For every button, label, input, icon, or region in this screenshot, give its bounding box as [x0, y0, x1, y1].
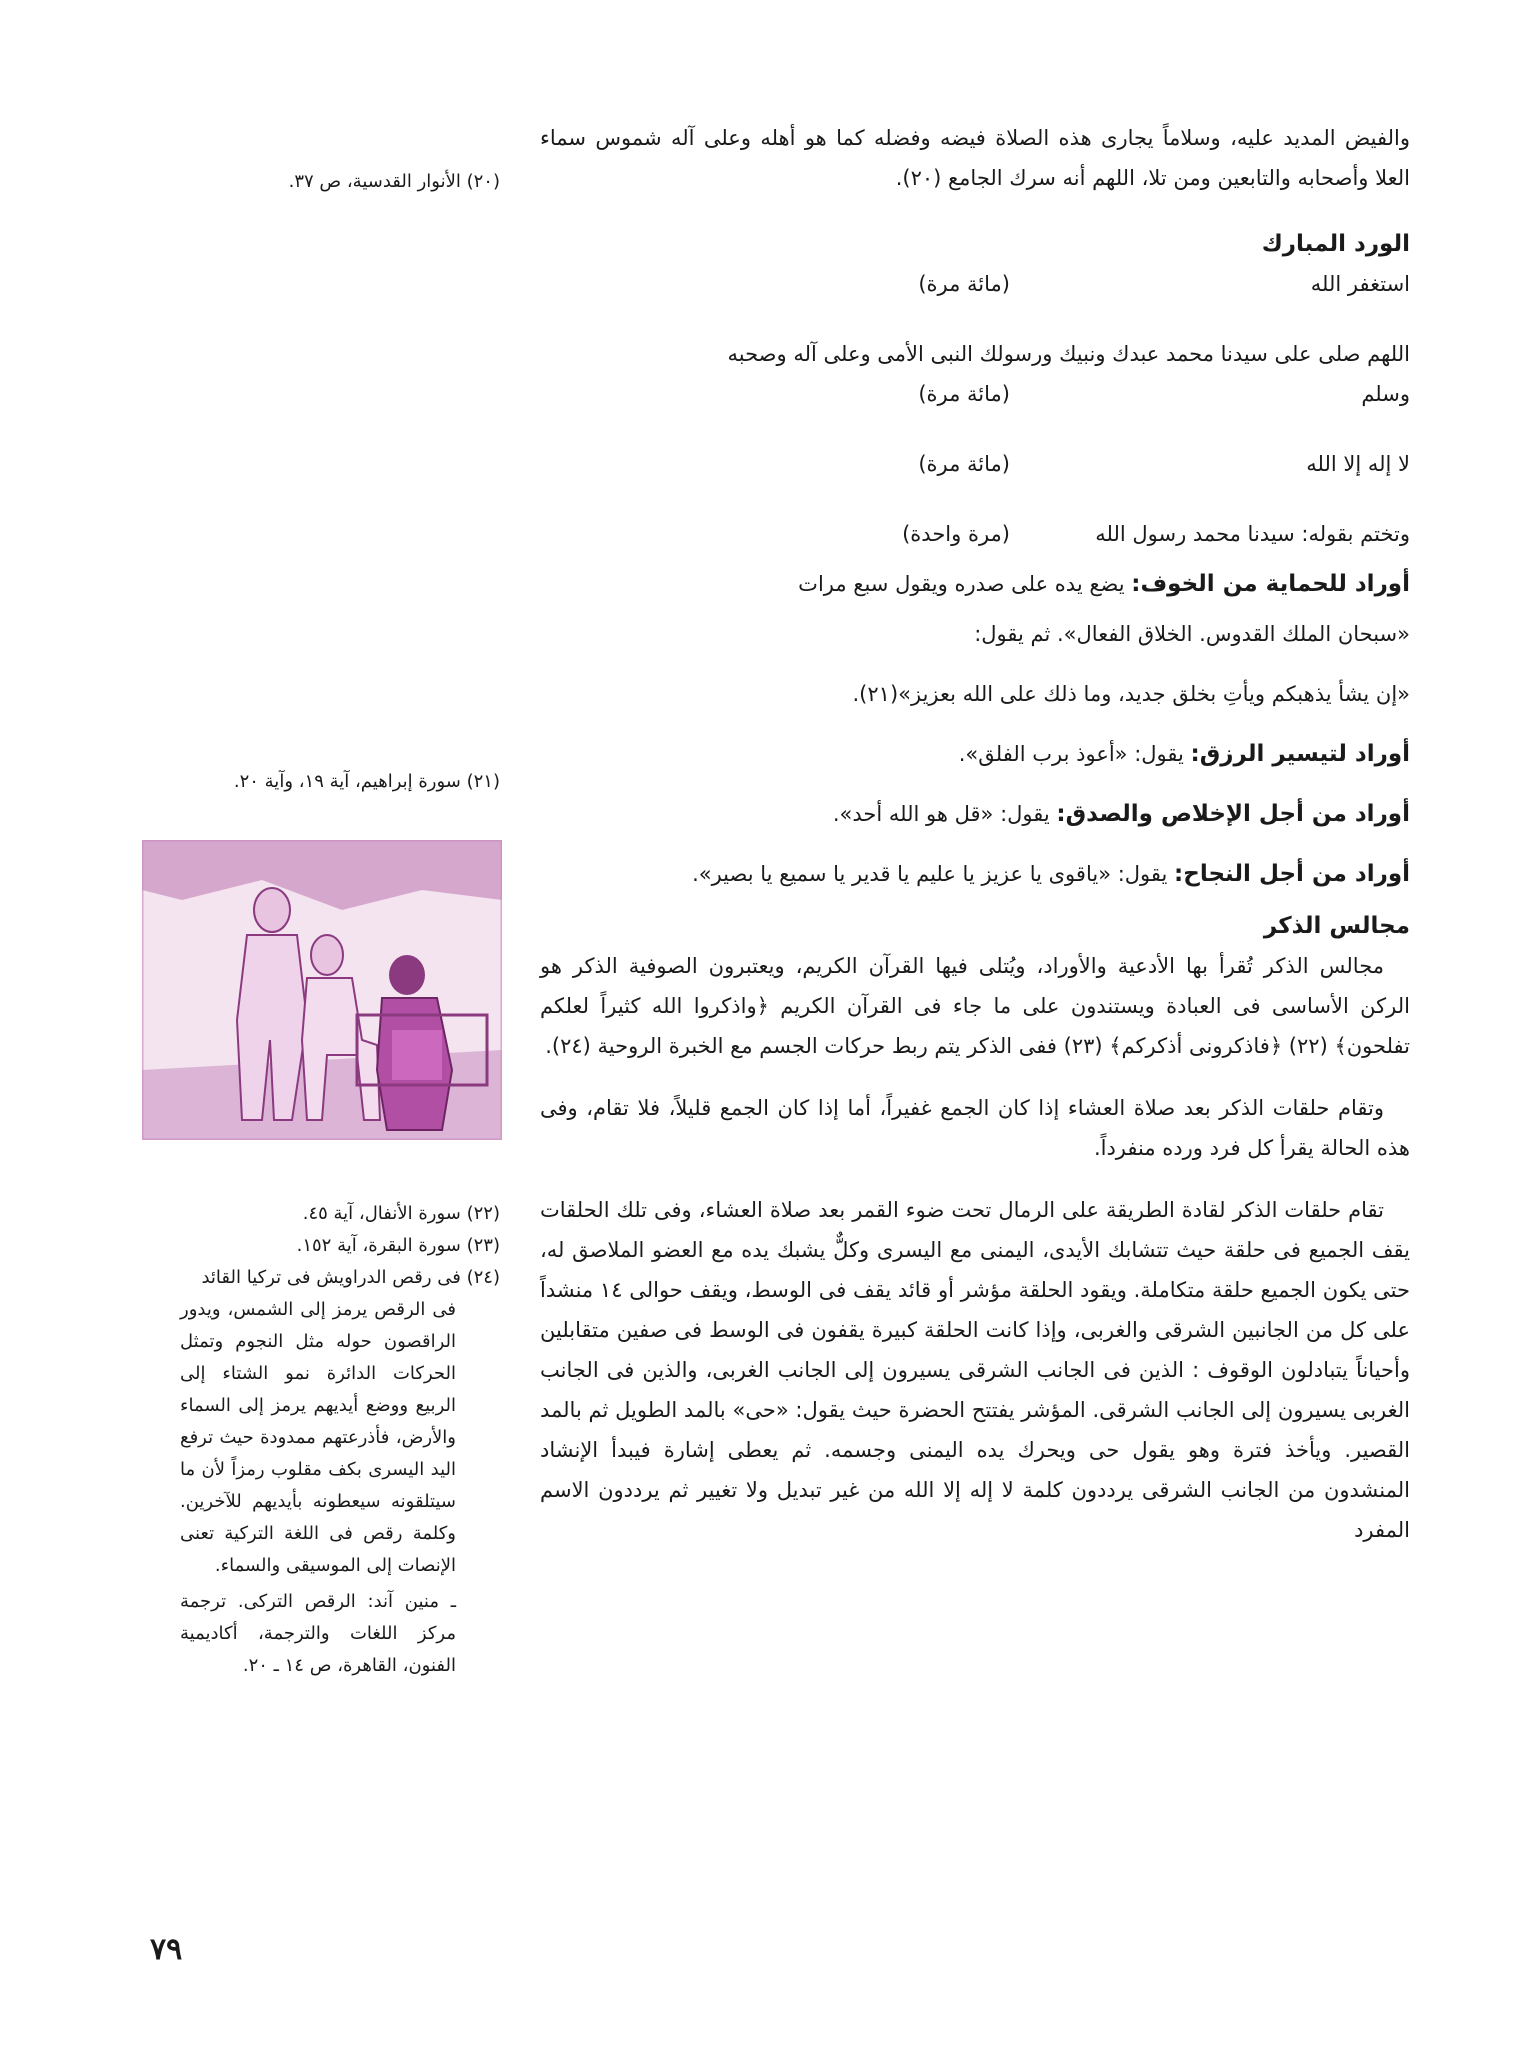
- footnotes-22-24: [180, 1198, 500, 1682]
- footnote-24-body: فى الرقص يرمز إلى الشمس، ويدور الراقصون حوله مثل النجوم وتمثل الحركات الدائرة نمو الشتاء إلى الربيع ووضع أيديهم يرمز إلى السماء والأرض، فأذرعتهم ممدودة حيث ترفع اليد اليسرى بكف مقلوب رمزاً لأن ما سيتلقونه سيعطونه بأيديهم للآخرين. وكلمة رقص فى اللغة التركية تعنى الإنصات إلى الموسيقى والسماء.: [180, 1299, 456, 1576]
- najah-text: يقول: «ياقوى يا عزيز يا عليم يا قدير يا سميع يا بصير».: [692, 862, 1175, 886]
- paragraph-3: تقام حلقات الذكر لقادة الطريقة على الرمال تحت ضوء القمر بعد صلاة العشاء، وفى تلك الحلقات يقف الجميع فى حلقة حيث تتشابك الأيدى، اليمنى مع اليسرى وكلٌّ يشبك يده مع العضو الملاصق له، حتى يكون الجميع حلقة متكاملة. ويقود الحلقة مؤشر أو قائد يقف فى الوسط، ويقف حوالى ١٤ منشداً على كل من الجانبين الشرقى والغربى، وإذا كانت الحلقة كبيرة يقفون فى الوسط فى صفين متقابلين وأحياناً يتبادلون الوقوف : الذين فى الجانب الشرقى يسيرون إلى الجانب الغربى، والذين فى الجانب الغربى يسيرون إلى الجانب الشرقى. المؤشر يفتتح الحضرة حيث يقول: «حى» بالمد الطويل ثم بالمد القصير. ويأخذ فترة وهو يقول حى ويحرك يده اليمنى وجسمه. ثم يعطى إشارة فيبدأ الإنشاد المنشدون من الجانب الشرقى يرددون كلمة لا إله إلا الله من غير تبديل ولا تغيير ثم يرددون الاسم المفرد: [540, 1198, 1410, 1542]
- ikhlas-text: يقول: «قل هو الله أحد».: [832, 802, 1057, 826]
- wird-1-text: استغفر الله: [1310, 272, 1410, 296]
- wird-item-3: [540, 444, 1410, 484]
- rizq-label: أوراد لتيسير الرزق:: [1190, 741, 1410, 767]
- footnote-21: [180, 766, 500, 798]
- wird-item-1: [540, 264, 1410, 304]
- wird-item-2: [540, 374, 1410, 414]
- fear-label: أوراد للحماية من الخوف:: [1131, 571, 1410, 597]
- dervish-illustration: [142, 840, 502, 1140]
- wird-3-text: لا إله إلا الله: [1306, 452, 1410, 476]
- wird-3-count: (مائة مرة): [918, 452, 1010, 476]
- paragraph-2: وتقام حلقات الذكر بعد صلاة العشاء إذا كان الجمع غفيراً، أما إذا كان الجمع قليلاً، فلا تقام، وفى هذه الحالة يقرأ كل فرد ورده منفرداً.: [540, 1096, 1410, 1160]
- fear-line: [540, 564, 1410, 604]
- footnote-23-text: (٢٣) سورة البقرة، آية ١٥٢.: [296, 1235, 500, 1256]
- wird-2-count: (مائة مرة): [918, 382, 1010, 406]
- wird-2-text2: وسلم: [1361, 382, 1410, 406]
- fear-quote-2: «إن يشأ يذهبكم ويأتِ بخلق جديد، وما ذلك على الله بعزيز»(٢١).: [852, 682, 1410, 706]
- wird-heading: الورد المبارك: [1261, 231, 1410, 257]
- wird-4-count: (مرة واحدة): [902, 522, 1010, 546]
- footnote-24-ref: ـ منين آند: الرقص التركى. ترجمة مركز اللغات والترجمة، أكاديمية الفنون، القاهرة، ص ١٤ ـ ٢٠.: [180, 1591, 456, 1676]
- page-number: ٧٩: [150, 1932, 183, 1967]
- footnote-24-head: (٢٤) فى رقص الدراويش فى تركيا القائد: [201, 1267, 500, 1288]
- fear-quote: «سبحان الملك القدوس. الخلاق الفعال». ثم يقول:: [974, 622, 1410, 646]
- rizq-line: [540, 734, 1410, 774]
- majalis-heading: مجالس الذكر: [1263, 913, 1410, 939]
- fear-text: يضع يده على صدره ويقول سبع مرات: [798, 572, 1132, 596]
- footnote-20-text: (٢٠) الأنوار القدسية، ص ٣٧.: [288, 171, 500, 192]
- wird-2-text: اللهم صلى على سيدنا محمد عبدك ونبيك ورسولك النبى الأمى وعلى آله وصحبه: [727, 342, 1410, 366]
- intro-paragraph: والفيض المديد عليه، وسلاماً يجارى هذه الصلاة فيضه وفضله كما هو أهله وعلى آله شموس سماء العلا وأصحابه والتابعين ومن تلا، اللهم أنه سرك الجامع (٢٠).: [540, 126, 1410, 190]
- footnote-22-text: (٢٢) سورة الأنفال، آية ٤٥.: [302, 1203, 500, 1224]
- wird-1-count: (مائة مرة): [918, 272, 1010, 296]
- najah-label: أوراد من أجل النجاح:: [1174, 861, 1410, 887]
- wird-item-4: [540, 514, 1410, 554]
- ikhlas-line: [540, 794, 1410, 834]
- footnote-20: [180, 166, 500, 198]
- footnote-21-text: (٢١) سورة إبراهيم، آية ١٩، وآية ٢٠.: [233, 771, 500, 792]
- paragraph-1: مجالس الذكر تُقرأ بها الأدعية والأوراد، ويُتلى فيها القرآن الكريم، ويعتبرون الصوفية الذكر هو الركن الأساسى فى العبادة ويستندون على ما جاء فى القرآن الكريم ﴿واذكروا الله كثيراً لعلكم تفلحون﴾ (٢٢) ﴿فاذكرونى أذكركم﴾ (٢٣) ففى الذكر يتم ربط حركات الجسم مع الخبرة الروحية (٢٤).: [540, 954, 1410, 1058]
- ikhlas-label: أوراد من أجل الإخلاص والصدق:: [1056, 801, 1410, 827]
- najah-line: [540, 854, 1410, 894]
- wird-4-text: وتختم بقوله: سيدنا محمد رسول الله: [1095, 522, 1410, 546]
- main-text-column: [540, 118, 1410, 1550]
- rizq-text: يقول: «أعوذ برب الفلق».: [958, 742, 1191, 766]
